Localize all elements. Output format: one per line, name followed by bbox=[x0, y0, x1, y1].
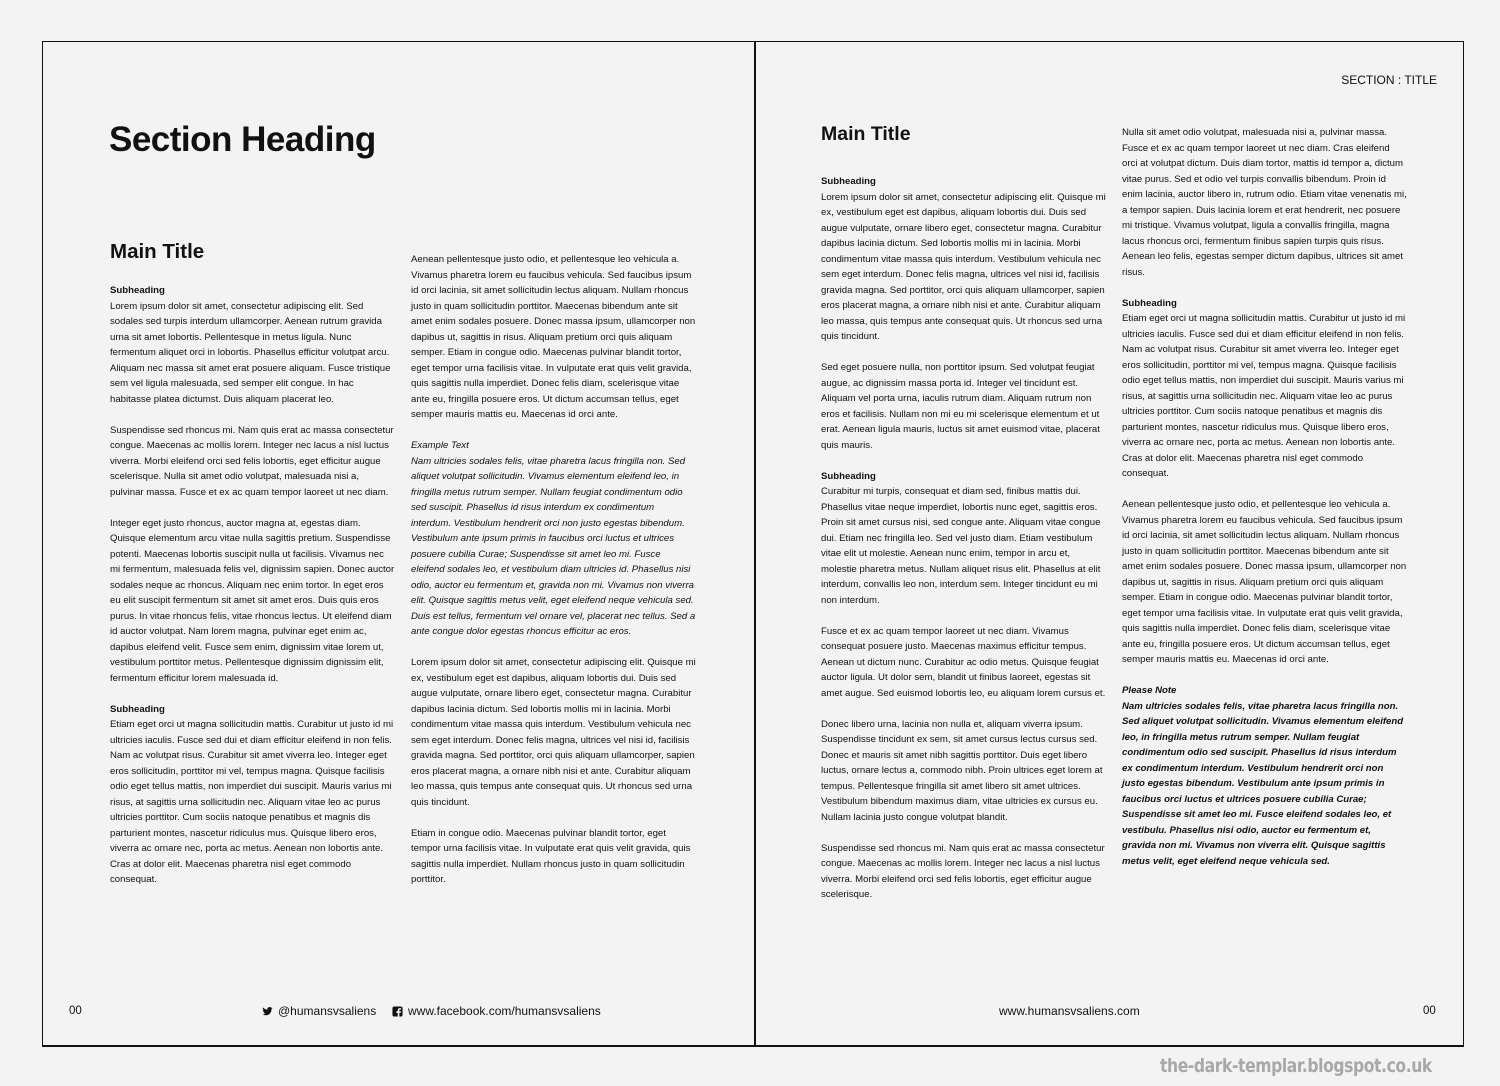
note-text: Nam ultricies sodales felis, vitae pharetra lacus fringilla non. Sed aliquet volutpat sollicitudin. Vivamus elementum eleifend leo, in fringilla metus rutrum semper. Nullam feugiat condimentum odio sed suscipit. Phasellus id risus interdum ex condimentum interdum. Vestibulum hendrerit orci non justo egestas bibendum. Vestibulum ante ipsum primis in faucibus orci luctus et ultrices posuere cubilia Curae; Suspendisse sit amet leo mi. Fusce eleifend sodales leo, et vestibulu. Phasellus nisi odio, auctor eu fermentum et, gravida non mi. Vivamus non viverra elit. Quisque sagittis metus velit, eget eleifend neque vehicula sed. bbox=[1122, 700, 1404, 867]
facebook-link[interactable] bbox=[392, 1004, 601, 1018]
note-label: Please Note bbox=[1122, 685, 1177, 696]
twitter-handle: @humansvsaliens bbox=[278, 1004, 377, 1018]
body-paragraph: Lorem ipsum dolor sit amet, consectetur adipiscing elit. Quisque mi ex, vestibulum eget est dapibus, aliquam lobortis dui. Duis sed augue vulputate, ornare libero eget, consectetur magna. Curabitur dapibus lacinia dictum. Sed lobortis mollis mi in lacinia. Morbi condimentum vitae massa quis interdum. Vestibulum vehicula nec sem eget interdum. Donec felis magna, ultrices vel nisi id, facilisis gravida magna. Sed porttitor, orci quis aliquam ullamcorper, sapien eros placerat magna, a ornare nibh nisi et ante. Curabitur aliquam leo massa, quis tempus ante consequat quis. Ut rhoncus sed urna quis tincidunt. bbox=[821, 191, 1106, 342]
website-link[interactable] bbox=[999, 1004, 1140, 1018]
body-paragraph: Nulla sit amet odio volutpat, malesuada nisi a, pulvinar massa. Fusce et ex ac quam tempor laoreet ut nec diam. Cras eleifend orci at volutpat dictum. Duis diam tortor, mattis id tempor a, dictum vitae purus. Sed et odio vel turpis convallis bibendum. Proin id enim lacinia, auctor libero in, rutrum odio. Etiam vitae venenatis mi, a tempor sapien. Duis lacinia lorem et erat hendrerit, nec posuere mi tristique. Vivamus volutpat, ligula a convallis fringilla, magna lacus rhoncus orci, fermentum finibus sapien turpis quis risus. Aenean leo felis, egestas semper dictum dapibus, ultrices sit amet risus. bbox=[1122, 127, 1407, 278]
body-paragraph: Aenean pellentesque justo odio, et pellentesque leo vehicula a. Vivamus pharetra lorem eu faucibus vehicula. Sed faucibus ipsum id orci lacinia, sit amet sollicitudin lectus aliquam. Nullam rhoncus justo in quam sollicitudin porttitor. Maecenas bibendum ante sit amet enim sodales posuere. Donec massa ipsum, ullamcorper non dapibus ut, sagittis in risus. Aliquam pretium orci quis aliquam semper. Etiam in congue odio. Maecenas pulvinar blandit tortor, eget tempor urna facilisis vitae. In vulputate erat quis velit gravida, quis sagittis nulla imperdiet. Donec felis diam, scelerisque vitae ante eu, fringilla posuere eros. Ut dictum accumsan tellus, eget semper mauris mattis eu. Maecenas id orci ante. bbox=[1122, 499, 1407, 665]
body-paragraph: Donec libero urna, lacinia non nulla et, aliquam viverra ipsum. Suspendisse tincidunt ex sem, sit amet cursus lectus cursus sed. Donec et mauris sit amet nibh sagittis porttitor. Duis eget libero luctus, ornare lectus a, commodo nibh. Proin ultrices eget lorem at tempus. Pellentesque fringilla sit amet libero sit amet ultrices. Vestibulum bibendum maximus diam, vitae ultricies ex cursus eu. Nullam lacinia justo congue volutpat blandit. bbox=[821, 718, 1103, 823]
body-paragraph: Lorem ipsum dolor sit amet, consectetur adipiscing elit. Quisque mi ex, vestibulum eget est dapibus, aliquam lobortis dui. Duis sed augue vulputate, ornare libero eget, consectetur magna. Curabitur dapibus lacinia dictum. Sed lobortis mollis mi in lacinia. Morbi condimentum vitae massa quis interdum. Vestibulum vehicula nec sem eget interdum. Donec felis magna, ultrices vel nisi id, facilisis gravida magna. Sed porttitor, orci quis aliquam ullamcorper, sapien eros placerat magna, a ornare nibh nisi et ante. Curabitur aliquam leo massa, quis tempus ante consequat quis. Ut rhoncus sed urna quis tincidunt. bbox=[411, 657, 696, 808]
website-url: www.humansvsaliens.com bbox=[999, 1004, 1140, 1018]
body-paragraph: Aenean pellentesque justo odio, et pellentesque leo vehicula a. Vivamus pharetra lorem eu faucibus vehicula. Sed faucibus ipsum id orci lacinia, sit amet sollicitudin lectus aliquam. Nullam rhoncus justo in quam sollicitudin porttitor. Maecenas bibendum ante sit amet enim sodales posuere. Donec massa ipsum, ullamcorper non dapibus ut, sagittis in risus. Aliquam pretium orci quis aliquam semper. Etiam in congue odio. Maecenas pulvinar blandit tortor, eget tempor urna facilisis vitae. In vulputate erat quis velit gravida, quis sagittis nulla imperdiet. Donec felis diam, scelerisque vitae ante eu, fringilla posuere eros. Ut dictum accumsan tellus, eget semper mauris mattis eu. Maecenas id orci ante. bbox=[411, 254, 696, 420]
body-paragraph: Etiam eget orci ut magna sollicitudin mattis. Curabitur ut justo id mi ultricies iaculis. Fusce sed dui et diam efficitur eleifend in non felis. Nam ac volutpat risus. Curabitur sit amet viverra leo. Integer eget eros sollicitudin, porttitor mi vel, tempus magna. Quisque facilisis odio eget tellus mattis, non imperdiet dui suscipit. Mauris varius mi risus, at sagittis urna sollicitudin nec. Aliquam vitae leo ac purus ultricies porttitor. Cum sociis natoque penatibus et magnis dis parturient montes, nascetur ridiculus mus. Quisque libero eros, viverra ac ornare nec, porta ac metus. Aenean non lobortis ante. Cras at dolor elit. Maecenas pharetra nisl eget commodo consequat. bbox=[1122, 313, 1406, 479]
right-column-1 bbox=[821, 174, 1106, 918]
facebook-url: www.facebook.com/humansvsaliens bbox=[408, 1004, 601, 1018]
facebook-icon bbox=[392, 1006, 403, 1017]
subheading: Subheading bbox=[110, 703, 165, 715]
section-title-tag: SECTION : TITLE bbox=[1341, 73, 1437, 87]
twitter-icon bbox=[262, 1006, 273, 1017]
subheading: Subheading bbox=[1122, 297, 1177, 309]
subheading: Subheading bbox=[110, 285, 165, 296]
left-column-2 bbox=[411, 252, 696, 903]
example-label: Example Text bbox=[411, 440, 469, 451]
body-paragraph: Fusce et ex ac quam tempor laoreet ut nec diam. Vivamus consequat posuere justo. Maecenas maximus efficitur tempus. Aenean ut dictum nunc. Curabitur ac odio metus. Quisque feugiat auctor ligula. Ut dolor sem, blandit ut finibus laoreet, egestas sit amet augue. Sed euismod lobortis leo, eu aliquam lorem cursus et. bbox=[821, 625, 1106, 699]
subheading: Subheading bbox=[821, 176, 876, 187]
body-paragraph: Lorem ipsum dolor sit amet, consectetur adipiscing elit. Sed sodales sed turpis interdum ullamcorper. Aenean rutrum gravida urna sit amet lobortis. Pellentesque in metus ligula. Nunc fermentum aliquet orci in lobortis. Phasellus efficitur volutpat arcu. Aliquam nec massa sit amet erat posuere aliquam. Fusce tristique sem vel ligula malesuada, sed semper elit congue. In hac habitasse platea dictumst. Duis aliquam placerat leo. bbox=[110, 300, 391, 405]
section-heading: Section Heading bbox=[109, 120, 376, 159]
body-paragraph: Suspendisse sed rhoncus mi. Nam quis erat ac massa consectetur congue. Maecenas ac mollis lorem. Integer nec lacus a nisl luctus viverra. Morbi eleifend orci sed felis lobortis, eget efficitur augue scelerisque. Nulla sit amet odio volutpat, malesuada nisi a, pulvinar massa. Fusce et ex ac quam tempor laoreet ut nec diam. bbox=[110, 424, 394, 498]
body-paragraph: Etiam in congue odio. Maecenas pulvinar blandit tortor, eget tempor urna facilisis vitae. In vulputate erat quis velit gravida, quis sagittis nulla imperdiet. Nullam rhoncus justo in quam sollicitudin porttitor. bbox=[411, 827, 691, 885]
right-main-title: Main Title bbox=[821, 123, 911, 145]
left-main-title: Main Title bbox=[110, 240, 205, 263]
page-spine-divider bbox=[754, 41, 756, 1047]
example-text: Nam ultricies sodales felis, vitae pharetra lacus fringilla non. Sed aliquet volutpat sollicitudin. Vivamus elementum eleifend leo, in fringilla metus rutrum semper. Nullam feugiat condimentum odio sed suscipit. Phasellus id risus interdum ex condimentum interdum. Vestibulum hendrerit orci non justo egestas bibendum. Vestibulum ante ipsum primis in faucibus orci luctus et ultrices posuere cubilia Curae; Suspendisse sit amet leo mi. Fusce eleifend sodales leo, et vestibulum diam ultricies id. Phasellus nisi odio, auctor eu fermentum et, gravida non mi. Vivamus non viverra elit. Quisque sagittis metus velit, eget eleifend neque vehicula sed. Duis est tellus, fermentum vel ornare vel, placerat nec tellus. Sed a ante congue dolor egestas rhoncus efficitur ac eros. bbox=[411, 455, 696, 637]
right-page-number: 00 bbox=[1423, 1005, 1436, 1017]
body-paragraph: Sed eget posuere nulla, non porttitor ipsum. Sed volutpat feugiat augue, ac dignissim massa porta id. Integer vel tincidunt est. Aliquam vel porta urna, iaculis rutrum diam. Aliquam rutrum non eros et facilisis. Nullam non mi eu mi scelerisque elementum et ut erat. Aenean ligula mauris, luctus sit amet euismod vitae, placerat quis mauris. bbox=[821, 362, 1100, 451]
left-column-1 bbox=[110, 283, 395, 903]
left-page-number: 00 bbox=[69, 1005, 82, 1017]
blog-watermark: the-dark-templar.blogspot.co.uk bbox=[1160, 1055, 1432, 1077]
body-paragraph: Curabitur mi turpis, consequat et diam sed, finibus mattis dui. Phasellus vitae neque imperdiet, lobortis nunc eget, sagittis eros. Proin sit amet cursus nisi, sed congue ante. Aliquam vitae congue dui. Etiam nec fringilla leo. Sed vel justo diam. Etiam vestibulum vitae elit ut molestie. Aenean nunc enim, tempor in arcu et, molestie pharetra metus. Nullam aliquet risus elit. Phasellus at elit interdum, convallis leo non, interdum sem. Integer tincidunt eu mi non interdum. bbox=[821, 486, 1101, 606]
body-paragraph: Etiam eget orci ut magna sollicitudin mattis. Curabitur ut justo id mi ultricies iaculis. Fusce sed dui et diam efficitur eleifend in non felis. Nam ac volutpat risus. Curabitur sit amet viverra leo. Integer eget eros sollicitudin, porttitor mi vel, tempus magna. Quisque facilisis odio eget tellus mattis, non imperdiet dui suscipit. Mauris varius mi risus, at sagittis urna sollicitudin nec. Aliquam vitae leo ac purus ultricies porttitor. Cum sociis natoque penatibus et magnis dis parturient montes, nascetur ridiculus mus. Quisque libero eros, viverra ac ornare nec, porta ac metus. Aenean non lobortis ante. Cras at dolor elit. Maecenas pharetra nisl eget commodo consequat. bbox=[110, 719, 394, 885]
twitter-link[interactable] bbox=[262, 1004, 376, 1018]
subheading: Subheading bbox=[821, 470, 876, 482]
right-column-2 bbox=[1122, 125, 1407, 885]
body-paragraph: Suspendisse sed rhoncus mi. Nam quis erat ac massa consectetur congue. Maecenas ac mollis lorem. Integer nec lacus a nisl luctus viverra. Morbi eleifend orci sed felis lobortis, eget efficitur augue scelerisque. bbox=[821, 842, 1105, 900]
body-paragraph: Integer eget justo rhoncus, auctor magna at, egestas diam. Quisque elementum arcu vitae nulla sagittis pretium. Suspendisse potenti. Maecenas lobortis suscipit nulla ut facilisis. Vivamus nec mi fermentum, malesuada felis vel, dignissim sapien. Donec auctor sodales neque ac rhoncus. Aliquam nec enim tortor. In eget eros eu elit suscipit fermentum sit amet sit amet eros. Duis quis eros purus. In vitae rhoncus felis, vitae rhoncus lectus. Ut eleifend diam id auctor volutpat. Nam lorem magna, pulvinar eget enim ac, dapibus eleifend velit. Fusce sem enim, dignissim vitae lorem ut, vestibulum porttitor metus. Pellentesque dignissim dignissim elit, fermentum efficitur lorem malesuada id. bbox=[110, 517, 395, 684]
